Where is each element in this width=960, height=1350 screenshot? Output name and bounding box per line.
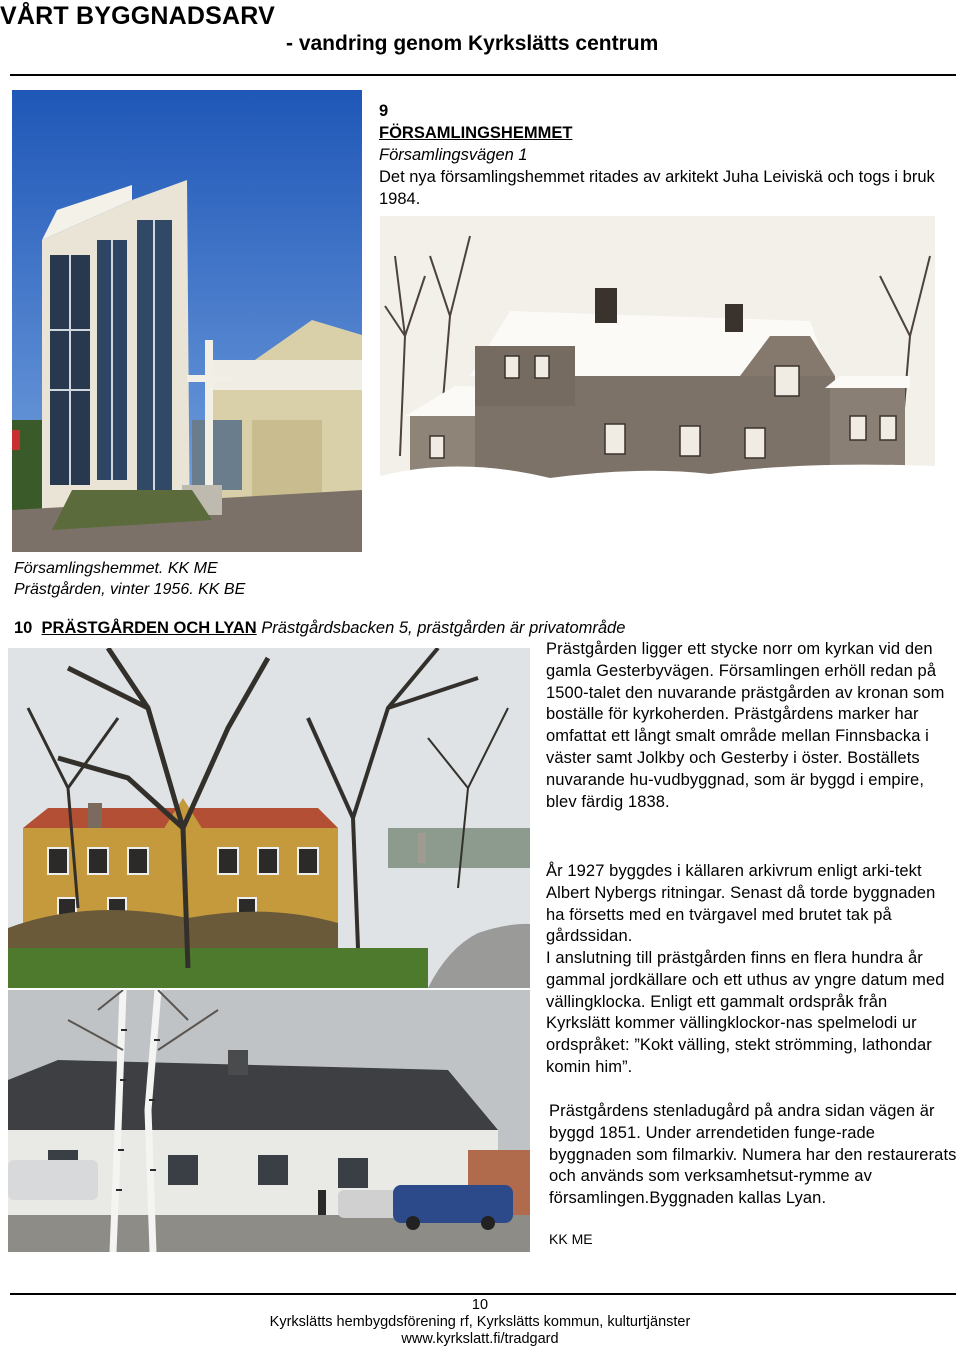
section-9-number: 9 (379, 102, 389, 120)
section-10-heading (14, 619, 625, 638)
photo-lyan-stone-barn (8, 990, 530, 1252)
photo-prastgarden-winter (380, 216, 935, 562)
page-subtitle: - vandring genom Kyrkslätts centrum (286, 32, 659, 55)
photo-forsamlingshemmet (12, 90, 362, 552)
section-10-paragraph-2: År 1927 byggdes i källaren arkivrum enligt arki-tekt Albert Nybergs ritningar. Senast då torde byggnaden ha försetts med en tvärgavel med brutet tak på gårdssidan. (546, 862, 936, 946)
section-10-paragraph-3: I anslutning till prästgården finns en flera hundra år gammal jordkällare och ett uthus av yngre datum med vällingklocka. Enligt ett gammalt ordspråk från Kyrkslätt kommer vällingklockor-nas spelmelodi ur ordspråket: ”Kokt välling, stekt strömming, lathondar komin him”. (546, 949, 945, 1076)
photo-captions (14, 558, 245, 600)
photo-credit: KK ME (549, 1231, 593, 1247)
footer-url: www.kyrkslatt.fi/tradgard (401, 1331, 559, 1347)
section-10-paragraph-4: Prästgårdens stenladugård på andra sidan vägen är byggd 1851. Under arrendetiden funge-rade byggnaden som filmarkiv. Numera har den restaurerats och används som verksamhetsut-rymme av församlingen.Byggnaden kallas Lyan. (549, 1102, 957, 1208)
section-9-text: Det nya församlingshemmet ritades av arkitekt Juha Leiviskä och togs i bruk 1984. (379, 168, 935, 208)
caption-prastgarden: Prästgården, vinter 1956. KK BE (14, 581, 246, 598)
header-divider (10, 74, 956, 76)
section-9-street: Församlingsvägen 1 (379, 146, 528, 164)
footer-divider (10, 1293, 956, 1295)
section-10-paragraph-1: Prästgården ligger ett stycke norr om kyrkan vid den gamla Gesterbyvägen. Församlingen erhöll redan på 1500-talet den nuvarande prästgården av kronan som boställe för kyrkoherden. Prästgårdens marker har omfattat ett långt smalt område mellan Finnsbacka i väster samt Jolkby och Gesterby i öster. Boställets nuvarande hu-vudbyggnad, som är byggd i empire, blev färdig 1838. (546, 640, 945, 811)
caption-forsamlingshemmet: Församlingshemmet. KK ME (14, 560, 218, 577)
section-9 (379, 100, 949, 210)
section-9-name: FÖRSAMLINGSHEMMET (379, 124, 573, 142)
page-title: VÅRT BYGGNADSARV (0, 2, 275, 30)
footer-organization: Kyrkslätts hembygdsförening rf, Kyrkslätts kommun, kulturtjänster (269, 1314, 691, 1330)
section-10-street: Prästgårdsbacken 5, prästgården är privatområde (261, 619, 626, 637)
section-10-number: 10 (14, 619, 33, 637)
section-10-name: PRÄSTGÅRDEN OCH LYAN (41, 619, 257, 637)
photo-prastgarden-yellow-house (8, 648, 530, 988)
footer-page-number: 10 (471, 1297, 489, 1313)
